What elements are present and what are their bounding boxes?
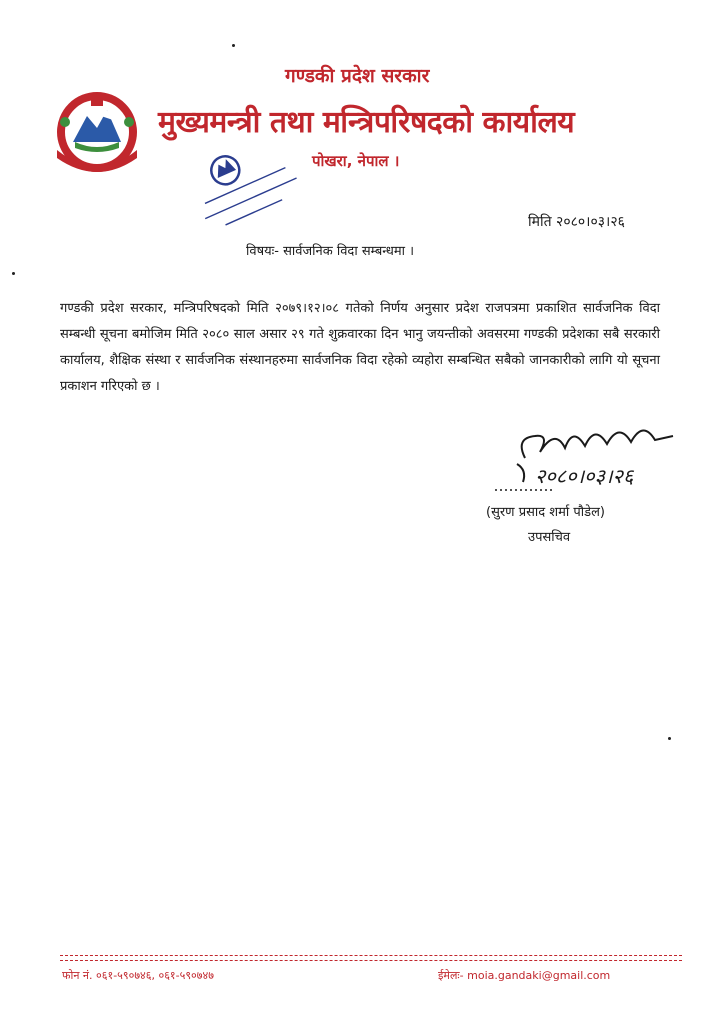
scan-speck	[668, 737, 671, 740]
signature-date: २०८०।०३।२६	[535, 464, 634, 488]
scan-speck	[232, 44, 235, 47]
stamp-graphic	[183, 140, 308, 240]
emblem-graphic	[47, 86, 147, 178]
government-emblem	[47, 86, 147, 178]
letter-date: मिति २०८०।०३।२६	[528, 214, 625, 230]
government-name: गण्डकी प्रदेश सरकार	[285, 65, 430, 87]
signer-designation: उपसचिव	[528, 530, 571, 545]
footer-divider-bottom	[60, 960, 682, 961]
letter-subject: विषयः- सार्वजनिक विदा सम्बन्धमा ।	[246, 244, 415, 259]
office-name: मुख्यमन्त्री तथा मन्त्रिपरिषदको कार्यालय	[158, 105, 575, 140]
scan-speck	[12, 272, 15, 275]
office-stamp	[183, 140, 308, 240]
footer-divider-top	[60, 955, 682, 956]
footer-phone: फोन नं. ०६१-५९०७४६, ०६१-५९०७४७	[62, 969, 214, 982]
handwritten-signature	[495, 418, 685, 496]
office-location: पोखरा, नेपाल ।	[312, 152, 400, 170]
footer-email: ईमेलः- moia.gandaki@gmail.com	[438, 969, 611, 982]
letter-body: गण्डकी प्रदेश सरकार, मन्त्रिपरिषदको मिति २०७९।१२।०८ गतेको निर्णय अनुसार प्रदेश राजपत्रमा प्रकाशित सार्वजनिक विदा सम्बन्धी सूचना बमोजिम मिति २०८० साल असार २९ गते शुक्रवारका दिन भानु जयन्तीको अवसरमा गण्डकी प्रदेशका सबै सरकारी कार्यालय, शैक्षिक संस्था र सार्वजनिक संस्थानहरुमा सार्वजनिक विदा रहेको व्यहोरा सम्बन्धित सबैको जानकारीको लागि यो सूचना प्रकाशन गरिएको छ ।	[60, 301, 660, 394]
signer-name: (सुरण प्रसाद शर्मा पौडेल)	[486, 505, 606, 520]
